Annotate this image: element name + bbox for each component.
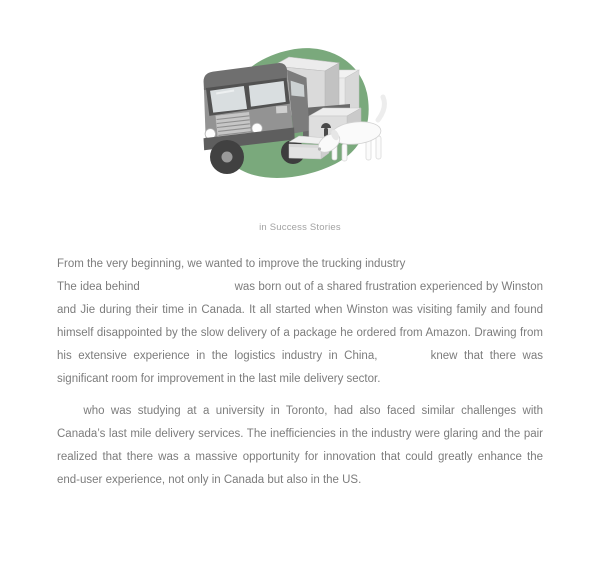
delivery-truck-cab (200, 62, 310, 151)
article-paragraph: who was studying at a university in Toronto, had also faced similar challenges with Canada’s last mile delivery services. The inefficiencies in the industry were glaring and the pair realized that there was a massive opportunity for innovation that could greatly enhance the end-user experience, not only in Canada but also in the US. (57, 405, 543, 486)
lead-line: From the very beginning, we wanted to improve the trucking industry (57, 258, 406, 270)
article-body (57, 253, 543, 492)
redacted-gap (384, 358, 424, 359)
article-paragraph: The idea behind was born out of a shared frustration experienced by Winston and Jie during their time in Canada. It all started when Winston was visiting family and found himself disappointed by the slow delivery of a package he ordered from Amazon. Drawing from his extensive experience in the logistics industry in China, knew that there was significant room for improvement in the last mile delivery sector. (57, 281, 543, 385)
redacted-gap (57, 413, 77, 414)
article-paragraphs (57, 276, 543, 492)
truck-delivery-illustration (175, 38, 425, 188)
redacted-gap (143, 289, 231, 290)
meta-prefix: in (259, 222, 267, 233)
hero-illustration (175, 38, 425, 188)
category-meta (0, 222, 600, 233)
category-link[interactable]: Success Stories (269, 222, 341, 233)
